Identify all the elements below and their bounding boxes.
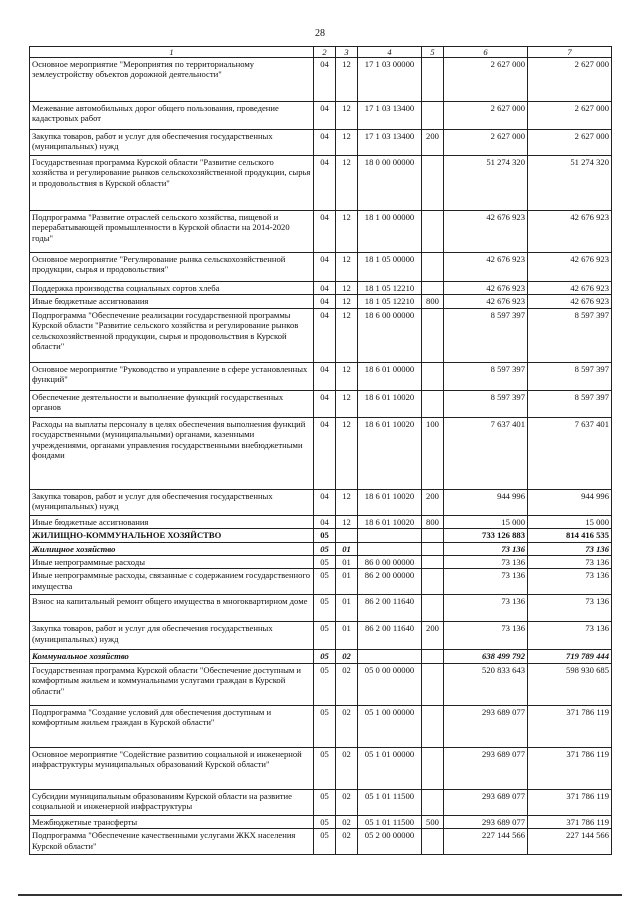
- row-amount-2-cell: 719 789 444: [528, 650, 612, 663]
- table-row: [30, 211, 612, 253]
- row-expense-type-cell: 500: [422, 815, 444, 828]
- row-amount-2-cell: 814 416 535: [528, 529, 612, 542]
- row-section-cell: 04: [314, 417, 336, 489]
- row-subsection-cell: 12: [336, 282, 358, 295]
- row-amount-1-cell: 51 274 320: [444, 156, 528, 211]
- row-target-code-cell: 17 1 03 13400: [358, 130, 422, 156]
- table-row: [30, 622, 612, 650]
- row-amount-1-cell: 293 689 077: [444, 705, 528, 747]
- row-subsection-cell: 12: [336, 515, 358, 528]
- table-row: [30, 58, 612, 102]
- row-expense-type-cell: [422, 58, 444, 102]
- table-row: [30, 542, 612, 555]
- row-name-cell: Закупка товаров, работ и услуг для обеспечения государственных (муниципальных) нужд: [30, 622, 314, 650]
- row-name-cell: Подпрограмма "Развитие отраслей сельского хозяйства, пищевой и перерабатывающей промышленности в Курской области на 2014-2020 годы": [30, 211, 314, 253]
- row-name-cell: Иные бюджетные ассигнования: [30, 515, 314, 528]
- row-amount-2-cell: 2 627 000: [528, 102, 612, 130]
- row-target-code-cell: 05 2 00 00000: [358, 829, 422, 855]
- row-amount-2-cell: 598 930 685: [528, 663, 612, 705]
- table-row: [30, 515, 612, 528]
- row-expense-type-cell: [422, 747, 444, 789]
- row-subsection-cell: 12: [336, 362, 358, 390]
- row-amount-2-cell: 2 627 000: [528, 130, 612, 156]
- table-row: [30, 789, 612, 815]
- row-expense-type-cell: [422, 102, 444, 130]
- row-section-cell: 04: [314, 156, 336, 211]
- row-target-code-cell: 18 6 01 10020: [358, 417, 422, 489]
- row-section-cell: 05: [314, 542, 336, 555]
- row-expense-type-cell: [422, 595, 444, 622]
- row-name-cell: Основное мероприятие "Регулирование рынка сельскохозяйственной продукции, сырья и продовольствия": [30, 253, 314, 282]
- row-amount-1-cell: 293 689 077: [444, 747, 528, 789]
- table-row: [30, 282, 612, 295]
- row-amount-1-cell: 227 144 566: [444, 829, 528, 855]
- row-section-cell: 05: [314, 705, 336, 747]
- row-subsection-cell: 02: [336, 663, 358, 705]
- row-name-cell: Коммунальное хозяйство: [30, 650, 314, 663]
- table-row: [30, 595, 612, 622]
- row-expense-type-cell: [422, 663, 444, 705]
- row-amount-2-cell: 227 144 566: [528, 829, 612, 855]
- row-amount-2-cell: 7 637 401: [528, 417, 612, 489]
- row-subsection-cell: 12: [336, 253, 358, 282]
- row-subsection-cell: 12: [336, 417, 358, 489]
- row-amount-1-cell: 293 689 077: [444, 815, 528, 828]
- row-amount-2-cell: 8 597 397: [528, 390, 612, 417]
- row-target-code-cell: 18 1 00 00000: [358, 211, 422, 253]
- table-row: [30, 102, 612, 130]
- row-amount-1-cell: 73 136: [444, 595, 528, 622]
- row-amount-1-cell: 73 136: [444, 542, 528, 555]
- table-row: [30, 489, 612, 515]
- row-section-cell: 04: [314, 362, 336, 390]
- row-expense-type-cell: [422, 542, 444, 555]
- row-section-cell: 05: [314, 789, 336, 815]
- table-row: [30, 569, 612, 595]
- row-expense-type-cell: [422, 211, 444, 253]
- row-target-code-cell: 18 1 05 12210: [358, 282, 422, 295]
- row-target-code-cell: 05 1 00 00000: [358, 705, 422, 747]
- row-target-code-cell: 05 1 01 11500: [358, 789, 422, 815]
- row-section-cell: 04: [314, 211, 336, 253]
- row-expense-type-cell: [422, 282, 444, 295]
- row-section-cell: 04: [314, 130, 336, 156]
- row-name-cell: Межевание автомобильных дорог общего пользования, проведение кадастровых работ: [30, 102, 314, 130]
- row-expense-type-cell: 100: [422, 417, 444, 489]
- row-subsection-cell: [336, 529, 358, 542]
- table-row: [30, 253, 612, 282]
- row-amount-1-cell: 520 833 643: [444, 663, 528, 705]
- row-subsection-cell: 02: [336, 815, 358, 828]
- table-row: [30, 556, 612, 569]
- row-subsection-cell: 02: [336, 829, 358, 855]
- row-amount-2-cell: 73 136: [528, 569, 612, 595]
- row-name-cell: Подпрограмма "Обеспечение качественными услугами ЖКХ населения Курской области": [30, 829, 314, 855]
- row-amount-2-cell: 42 676 923: [528, 211, 612, 253]
- row-expense-type-cell: 200: [422, 489, 444, 515]
- page-number: 28: [315, 28, 325, 39]
- row-subsection-cell: 01: [336, 542, 358, 555]
- table-row: [30, 295, 612, 308]
- row-subsection-cell: 12: [336, 489, 358, 515]
- row-expense-type-cell: [422, 556, 444, 569]
- page-bottom-rule: [18, 894, 622, 896]
- row-name-cell: Закупка товаров, работ и услуг для обеспечения государственных (муниципальных) нужд: [30, 489, 314, 515]
- row-expense-type-cell: [422, 650, 444, 663]
- row-amount-2-cell: 371 786 119: [528, 705, 612, 747]
- row-name-cell: Расходы на выплаты персоналу в целях обеспечения выполнения функций государственными (муниципальными) органами, казенными учреждениями, органами управления государственными внебюджетными фондами: [30, 417, 314, 489]
- row-name-cell: Обеспечение деятельности и выполнение функций государственных органов: [30, 390, 314, 417]
- row-expense-type-cell: 200: [422, 130, 444, 156]
- row-amount-2-cell: 371 786 119: [528, 815, 612, 828]
- row-target-code-cell: 18 6 01 10020: [358, 390, 422, 417]
- row-amount-2-cell: 73 136: [528, 595, 612, 622]
- row-name-cell: Закупка товаров, работ и услуг для обеспечения государственных (муниципальных) нужд: [30, 130, 314, 156]
- row-section-cell: 05: [314, 622, 336, 650]
- row-subsection-cell: 12: [336, 211, 358, 253]
- row-name-cell: Основное мероприятие "Руководство и управление в сфере установленных функций": [30, 362, 314, 390]
- row-subsection-cell: 01: [336, 622, 358, 650]
- row-section-cell: 04: [314, 308, 336, 362]
- row-amount-2-cell: 371 786 119: [528, 789, 612, 815]
- budget-table: [29, 46, 612, 855]
- row-section-cell: 05: [314, 650, 336, 663]
- row-target-code-cell: 86 2 00 11640: [358, 622, 422, 650]
- header-col-5: 5: [422, 47, 444, 58]
- row-subsection-cell: 02: [336, 789, 358, 815]
- row-target-code-cell: 18 6 01 00000: [358, 362, 422, 390]
- row-name-cell: Иные непрограммные расходы: [30, 556, 314, 569]
- row-expense-type-cell: [422, 390, 444, 417]
- row-section-cell: 04: [314, 489, 336, 515]
- row-target-code-cell: 86 0 00 00000: [358, 556, 422, 569]
- row-amount-2-cell: 944 996: [528, 489, 612, 515]
- row-expense-type-cell: [422, 529, 444, 542]
- row-subsection-cell: 12: [336, 58, 358, 102]
- row-amount-2-cell: 2 627 000: [528, 58, 612, 102]
- table-row: [30, 815, 612, 828]
- row-amount-2-cell: 42 676 923: [528, 295, 612, 308]
- row-amount-2-cell: 73 136: [528, 622, 612, 650]
- row-amount-1-cell: 15 000: [444, 515, 528, 528]
- row-target-code-cell: 17 1 03 00000: [358, 58, 422, 102]
- row-subsection-cell: 02: [336, 747, 358, 789]
- row-section-cell: 05: [314, 829, 336, 855]
- row-amount-1-cell: 638 499 792: [444, 650, 528, 663]
- row-name-cell: Поддержка производства социальных сортов хлеба: [30, 282, 314, 295]
- row-name-cell: Основное мероприятие "Мероприятия по территориальному землеустройству объектов дорожной деятельности": [30, 58, 314, 102]
- row-subsection-cell: 02: [336, 650, 358, 663]
- row-amount-1-cell: 2 627 000: [444, 102, 528, 130]
- row-target-code-cell: 05 1 01 11500: [358, 815, 422, 828]
- row-name-cell: Иные бюджетные ассигнования: [30, 295, 314, 308]
- row-section-cell: 04: [314, 253, 336, 282]
- table-row: [30, 529, 612, 542]
- row-target-code-cell: 86 2 00 11640: [358, 595, 422, 622]
- row-expense-type-cell: 200: [422, 622, 444, 650]
- row-subsection-cell: 12: [336, 295, 358, 308]
- row-section-cell: 05: [314, 815, 336, 828]
- table-row: [30, 829, 612, 855]
- row-section-cell: 05: [314, 556, 336, 569]
- row-subsection-cell: 01: [336, 569, 358, 595]
- row-amount-1-cell: 7 637 401: [444, 417, 528, 489]
- row-target-code-cell: 18 6 01 10020: [358, 489, 422, 515]
- row-name-cell: ЖИЛИЩНО-КОММУНАЛЬНОЕ ХОЗЯЙСТВО: [30, 529, 314, 542]
- row-section-cell: 05: [314, 529, 336, 542]
- row-target-code-cell: 17 1 03 13400: [358, 102, 422, 130]
- row-subsection-cell: 12: [336, 390, 358, 417]
- row-subsection-cell: 12: [336, 130, 358, 156]
- row-amount-1-cell: 2 627 000: [444, 130, 528, 156]
- row-amount-1-cell: 42 676 923: [444, 295, 528, 308]
- row-expense-type-cell: [422, 253, 444, 282]
- row-amount-1-cell: 73 136: [444, 556, 528, 569]
- row-amount-2-cell: 73 136: [528, 556, 612, 569]
- row-subsection-cell: 12: [336, 102, 358, 130]
- row-name-cell: Субсидии муниципальным образованиям Курской области на развитие социальной и инженерной инфраструктуры: [30, 789, 314, 815]
- row-amount-1-cell: 733 126 883: [444, 529, 528, 542]
- row-amount-2-cell: 371 786 119: [528, 747, 612, 789]
- row-amount-2-cell: 51 274 320: [528, 156, 612, 211]
- row-section-cell: 04: [314, 282, 336, 295]
- row-subsection-cell: 01: [336, 556, 358, 569]
- row-section-cell: 04: [314, 515, 336, 528]
- table-row: [30, 130, 612, 156]
- row-name-cell: Основное мероприятие "Содействие развитию социальной и инженерной инфраструктуры муниципальных образований Курской области": [30, 747, 314, 789]
- header-col-1: 1: [30, 47, 314, 58]
- row-section-cell: 04: [314, 58, 336, 102]
- row-section-cell: 05: [314, 747, 336, 789]
- row-amount-2-cell: 42 676 923: [528, 253, 612, 282]
- table-row: [30, 308, 612, 362]
- row-expense-type-cell: [422, 362, 444, 390]
- row-amount-1-cell: 73 136: [444, 569, 528, 595]
- row-amount-1-cell: 8 597 397: [444, 390, 528, 417]
- table-row: [30, 417, 612, 489]
- row-subsection-cell: 12: [336, 156, 358, 211]
- row-expense-type-cell: [422, 308, 444, 362]
- row-amount-1-cell: 8 597 397: [444, 308, 528, 362]
- row-subsection-cell: 02: [336, 705, 358, 747]
- row-name-cell: Государственная программа Курской области "Обеспечение доступным и комфортным жильем и коммунальными услугами граждан в Курской области": [30, 663, 314, 705]
- row-name-cell: Подпрограмма "Создание условий для обеспечения доступным и комфортным жильем граждан в Курской области": [30, 705, 314, 747]
- table-row: [30, 650, 612, 663]
- row-name-cell: Государственная программа Курской области "Развитие сельского хозяйства и регулирование рынков сельскохозяйственной продукции, сырья и продовольствия в Курской области": [30, 156, 314, 211]
- row-target-code-cell: 18 6 00 00000: [358, 308, 422, 362]
- row-amount-1-cell: 42 676 923: [444, 253, 528, 282]
- row-target-code-cell: 18 1 05 00000: [358, 253, 422, 282]
- row-amount-2-cell: 15 000: [528, 515, 612, 528]
- header-col-7: 7: [528, 47, 612, 58]
- row-subsection-cell: 01: [336, 595, 358, 622]
- row-section-cell: 05: [314, 569, 336, 595]
- header-col-4: 4: [358, 47, 422, 58]
- row-amount-2-cell: 73 136: [528, 542, 612, 555]
- row-section-cell: 04: [314, 102, 336, 130]
- row-target-code-cell: 05 1 01 00000: [358, 747, 422, 789]
- row-section-cell: 05: [314, 595, 336, 622]
- row-target-code-cell: [358, 529, 422, 542]
- row-target-code-cell: 18 1 05 12210: [358, 295, 422, 308]
- row-amount-2-cell: 42 676 923: [528, 282, 612, 295]
- row-amount-1-cell: 944 996: [444, 489, 528, 515]
- row-target-code-cell: 86 2 00 00000: [358, 569, 422, 595]
- row-amount-1-cell: 8 597 397: [444, 362, 528, 390]
- row-name-cell: Взнос на капитальный ремонт общего имущества в многоквартирном доме: [30, 595, 314, 622]
- row-amount-1-cell: 42 676 923: [444, 211, 528, 253]
- row-name-cell: Межбюджетные трансферты: [30, 815, 314, 828]
- table-body: [30, 58, 612, 855]
- row-target-code-cell: [358, 542, 422, 555]
- table-row: [30, 747, 612, 789]
- row-expense-type-cell: 800: [422, 515, 444, 528]
- table-row: [30, 705, 612, 747]
- row-amount-1-cell: 73 136: [444, 622, 528, 650]
- row-amount-2-cell: 8 597 397: [528, 308, 612, 362]
- header-col-6: 6: [444, 47, 528, 58]
- table-header-row: [30, 47, 612, 58]
- row-subsection-cell: 12: [336, 308, 358, 362]
- row-amount-1-cell: 42 676 923: [444, 282, 528, 295]
- table-row: [30, 362, 612, 390]
- row-target-code-cell: [358, 650, 422, 663]
- row-target-code-cell: 18 0 00 00000: [358, 156, 422, 211]
- row-name-cell: Жилищное хозяйство: [30, 542, 314, 555]
- row-expense-type-cell: [422, 156, 444, 211]
- row-section-cell: 05: [314, 663, 336, 705]
- row-expense-type-cell: [422, 829, 444, 855]
- table-row: [30, 390, 612, 417]
- row-expense-type-cell: [422, 705, 444, 747]
- row-section-cell: 04: [314, 390, 336, 417]
- row-expense-type-cell: [422, 569, 444, 595]
- row-section-cell: 04: [314, 295, 336, 308]
- table-row: [30, 156, 612, 211]
- row-name-cell: Подпрограмма "Обеспечение реализации государственной программы Курской области "Развитие сельского хозяйства и регулирование рынков сельскохозяйственной продукции, сырья и продовольствия в Курской области": [30, 308, 314, 362]
- table-row: [30, 663, 612, 705]
- row-amount-1-cell: 2 627 000: [444, 58, 528, 102]
- header-col-3: 3: [336, 47, 358, 58]
- row-target-code-cell: 05 0 00 00000: [358, 663, 422, 705]
- row-name-cell: Иные непрограммные расходы, связанные с содержанием государственного имущества: [30, 569, 314, 595]
- header-col-2: 2: [314, 47, 336, 58]
- row-target-code-cell: 18 6 01 10020: [358, 515, 422, 528]
- row-expense-type-cell: [422, 789, 444, 815]
- row-amount-1-cell: 293 689 077: [444, 789, 528, 815]
- row-amount-2-cell: 8 597 397: [528, 362, 612, 390]
- row-expense-type-cell: 800: [422, 295, 444, 308]
